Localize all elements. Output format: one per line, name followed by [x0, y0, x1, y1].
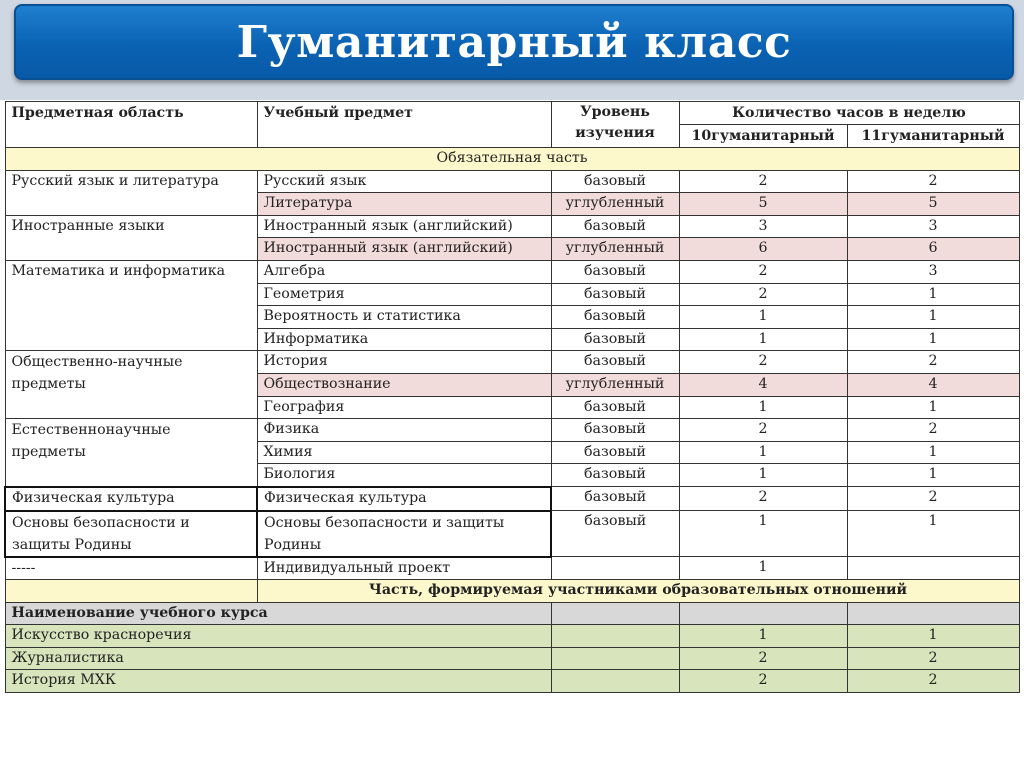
table-row: [5, 557, 1019, 580]
subject-cell: Иностранный язык (английский): [257, 215, 551, 238]
table-row: [5, 170, 1019, 193]
curriculum-table: [4, 101, 1020, 693]
course-row: [5, 625, 1019, 648]
slide-title: Гуманитарный класс: [236, 16, 792, 68]
hours10-cell: 2: [679, 260, 847, 283]
subject-cell: Индивидуальный проект: [257, 557, 551, 580]
hours10-cell: 1: [679, 511, 847, 557]
section-formed: Часть, формируемая участниками образовательных отношений: [257, 580, 1019, 603]
hours11-cell: 1: [847, 441, 1019, 464]
course-level-blank: [551, 670, 679, 693]
hours10-cell: 6: [679, 238, 847, 261]
header-level: Уровень изучения: [551, 102, 679, 148]
hours11-cell: 1: [847, 464, 1019, 487]
hours10-cell: 3: [679, 215, 847, 238]
hours11-cell: 3: [847, 260, 1019, 283]
subject-cell: Обществознание: [257, 373, 551, 396]
course-name-header: Наименование учебного курса: [5, 602, 551, 625]
header-grade11: 11гуманитарный: [847, 125, 1019, 148]
level-cell: углубленный: [551, 238, 679, 261]
hours10-cell: 4: [679, 373, 847, 396]
level-cell: базовый: [551, 511, 679, 557]
level-cell: базовый: [551, 351, 679, 374]
hours11-cell: 4: [847, 373, 1019, 396]
level-cell: углубленный: [551, 193, 679, 216]
area-pe: Физическая культура: [5, 487, 257, 511]
title-banner: [14, 4, 1014, 80]
hours11-cell: 2: [847, 419, 1019, 442]
hours11-cell: 3: [847, 215, 1019, 238]
course-hours10: 2: [679, 647, 847, 670]
hours11-cell: 1: [847, 511, 1019, 557]
level-cell: базовый: [551, 170, 679, 193]
hours11-cell: 2: [847, 351, 1019, 374]
subject-cell: Физическая культура: [257, 487, 551, 511]
course-hours11: 2: [847, 670, 1019, 693]
table-row: [5, 215, 1019, 238]
header-row: [5, 102, 1019, 125]
table-row: [5, 419, 1019, 442]
course-hours10: 2: [679, 670, 847, 693]
hours11-cell: 1: [847, 283, 1019, 306]
course-level-blank: [551, 647, 679, 670]
subject-cell: Информатика: [257, 328, 551, 351]
course-header-blank: [551, 602, 679, 625]
course-hours11: 1: [847, 625, 1019, 648]
curriculum-table-container: [4, 101, 1020, 705]
area-obzh: Основы безопасности и защиты Родины: [5, 511, 257, 557]
hours11-cell: 5: [847, 193, 1019, 216]
hours11-cell: 2: [847, 487, 1019, 511]
course-header-blank: [847, 602, 1019, 625]
hours10-cell: 2: [679, 487, 847, 511]
hours10-cell: 2: [679, 170, 847, 193]
subject-cell: Иностранный язык (английский): [257, 238, 551, 261]
area-russian: Русский язык и литература: [5, 170, 257, 215]
subject-cell: Геометрия: [257, 283, 551, 306]
hours10-cell: 5: [679, 193, 847, 216]
level-cell: базовый: [551, 215, 679, 238]
course-name: История МХК: [5, 670, 551, 693]
course-header-blank: [679, 602, 847, 625]
table-row: [5, 511, 1019, 557]
level-cell: базовый: [551, 306, 679, 329]
section-row-mandatory: [5, 148, 1019, 171]
course-name: Искусство красноречия: [5, 625, 551, 648]
level-cell: базовый: [551, 283, 679, 306]
course-row: [5, 647, 1019, 670]
level-cell: базовый: [551, 464, 679, 487]
level-cell: углубленный: [551, 373, 679, 396]
section-row-formed: [5, 580, 1019, 603]
subject-cell: Физика: [257, 419, 551, 442]
hours10-cell: 1: [679, 441, 847, 464]
level-cell: базовый: [551, 260, 679, 283]
course-name: Журналистика: [5, 647, 551, 670]
level-cell: [551, 557, 679, 580]
table-row: [5, 487, 1019, 511]
course-header-row: [5, 602, 1019, 625]
hours10-cell: 1: [679, 396, 847, 419]
table-row: [5, 351, 1019, 374]
header-subject: Учебный предмет: [257, 102, 551, 148]
hours11-cell: 6: [847, 238, 1019, 261]
header-grade10: 10гуманитарный: [679, 125, 847, 148]
subject-cell: Вероятность и статистика: [257, 306, 551, 329]
level-cell: базовый: [551, 328, 679, 351]
hours10-cell: 1: [679, 557, 847, 580]
hours11-cell: [847, 557, 1019, 580]
hours11-cell: 1: [847, 396, 1019, 419]
subject-cell: История: [257, 351, 551, 374]
area-natural: Естественнонаучные предметы: [5, 419, 257, 487]
course-hours11: 2: [847, 647, 1019, 670]
header-hours: Количество часов в неделю: [679, 102, 1019, 125]
section-formed-blank: [5, 580, 257, 603]
hours11-cell: 2: [847, 170, 1019, 193]
course-row: [5, 670, 1019, 693]
subject-cell: Основы безопасности и защиты Родины: [257, 511, 551, 557]
area-math: Математика и информатика: [5, 260, 257, 350]
level-cell: базовый: [551, 419, 679, 442]
hours10-cell: 1: [679, 306, 847, 329]
subject-cell: Биология: [257, 464, 551, 487]
hours10-cell: 2: [679, 351, 847, 374]
subject-cell: Химия: [257, 441, 551, 464]
course-hours10: 1: [679, 625, 847, 648]
subject-cell: Русский язык: [257, 170, 551, 193]
subject-cell: Алгебра: [257, 260, 551, 283]
level-cell: базовый: [551, 441, 679, 464]
area-social: Общественно-научные предметы: [5, 351, 257, 419]
header-area: Предметная область: [5, 102, 257, 148]
hours11-cell: 1: [847, 328, 1019, 351]
level-cell: базовый: [551, 396, 679, 419]
hours10-cell: 1: [679, 328, 847, 351]
level-cell: базовый: [551, 487, 679, 511]
area-foreign: Иностранные языки: [5, 215, 257, 260]
hours10-cell: 2: [679, 283, 847, 306]
subject-cell: Литература: [257, 193, 551, 216]
hours10-cell: 1: [679, 464, 847, 487]
table-row: [5, 260, 1019, 283]
section-mandatory: Обязательная часть: [5, 148, 1019, 171]
course-level-blank: [551, 625, 679, 648]
hours10-cell: 2: [679, 419, 847, 442]
subject-cell: География: [257, 396, 551, 419]
hours11-cell: 1: [847, 306, 1019, 329]
area-dash: -----: [5, 557, 257, 580]
